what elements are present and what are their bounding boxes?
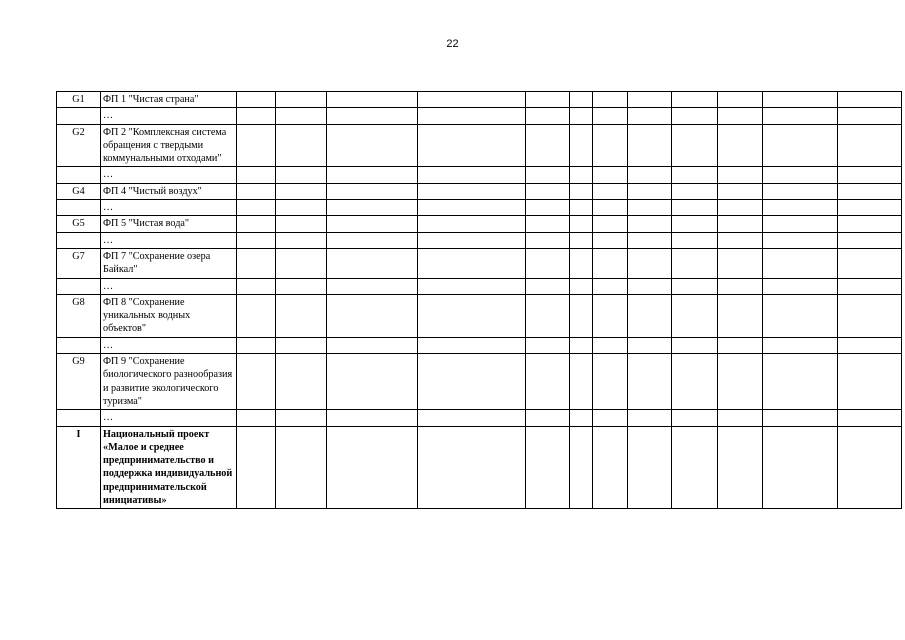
empty-cell	[763, 232, 838, 248]
empty-cell	[672, 232, 718, 248]
empty-cell	[418, 278, 526, 294]
empty-cell	[718, 426, 763, 509]
table-row-continuation	[57, 108, 902, 124]
empty-cell	[526, 232, 570, 248]
empty-cell	[718, 248, 763, 278]
empty-cell	[763, 216, 838, 232]
empty-cell	[418, 183, 526, 199]
empty-cell	[672, 294, 718, 337]
empty-cell	[838, 232, 902, 248]
empty-cell	[237, 410, 276, 426]
empty-cell	[237, 108, 276, 124]
empty-cell	[593, 294, 628, 337]
empty-cell	[526, 354, 570, 410]
empty-cell	[327, 426, 418, 509]
empty-cell	[718, 410, 763, 426]
empty-cell	[237, 124, 276, 167]
empty-cell	[718, 337, 763, 353]
empty-cell	[526, 200, 570, 216]
empty-cell	[327, 183, 418, 199]
empty-cell	[763, 294, 838, 337]
table-row-continuation	[57, 167, 902, 183]
empty-cell	[838, 278, 902, 294]
empty-cell	[718, 278, 763, 294]
empty-cell	[418, 232, 526, 248]
empty-cell	[628, 294, 672, 337]
row-name: ФП 1 "Чистая страна"	[101, 92, 237, 108]
row-code: G7	[57, 248, 101, 278]
empty-cell	[327, 410, 418, 426]
empty-cell	[628, 410, 672, 426]
empty-cell	[237, 278, 276, 294]
empty-cell	[237, 183, 276, 199]
empty-cell	[672, 108, 718, 124]
empty-cell	[718, 294, 763, 337]
empty-cell	[570, 92, 593, 108]
table-row	[57, 294, 902, 337]
empty-cell	[593, 354, 628, 410]
empty-cell	[327, 294, 418, 337]
empty-cell	[418, 200, 526, 216]
empty-cell	[718, 183, 763, 199]
empty-cell	[763, 92, 838, 108]
empty-cell	[838, 410, 902, 426]
empty-cell	[763, 337, 838, 353]
empty-cell	[418, 167, 526, 183]
empty-cell	[763, 278, 838, 294]
empty-cell	[593, 248, 628, 278]
row-name: ФП 8 "Сохранение уникальных водных объектов"	[101, 294, 237, 337]
empty-cell	[718, 354, 763, 410]
table-row-continuation	[57, 278, 902, 294]
row-code	[57, 337, 101, 353]
empty-cell	[276, 183, 327, 199]
empty-cell	[526, 216, 570, 232]
row-code: G1	[57, 92, 101, 108]
empty-cell	[327, 200, 418, 216]
empty-cell	[276, 92, 327, 108]
empty-cell	[276, 167, 327, 183]
empty-cell	[526, 248, 570, 278]
empty-cell	[276, 294, 327, 337]
empty-cell	[570, 232, 593, 248]
empty-cell	[628, 216, 672, 232]
empty-cell	[628, 426, 672, 509]
empty-cell	[237, 426, 276, 509]
empty-cell	[593, 216, 628, 232]
empty-cell	[672, 426, 718, 509]
empty-cell	[593, 200, 628, 216]
row-ellipsis: …	[101, 278, 237, 294]
row-code: G4	[57, 183, 101, 199]
row-code	[57, 410, 101, 426]
empty-cell	[763, 426, 838, 509]
table-row	[57, 248, 902, 278]
empty-cell	[763, 200, 838, 216]
empty-cell	[526, 183, 570, 199]
empty-cell	[593, 426, 628, 509]
row-code: G8	[57, 294, 101, 337]
empty-cell	[526, 426, 570, 509]
empty-cell	[838, 124, 902, 167]
empty-cell	[838, 183, 902, 199]
empty-cell	[570, 410, 593, 426]
table-row	[57, 426, 902, 509]
empty-cell	[593, 124, 628, 167]
empty-cell	[276, 108, 327, 124]
empty-cell	[526, 410, 570, 426]
table-row-continuation	[57, 200, 902, 216]
empty-cell	[838, 216, 902, 232]
empty-cell	[593, 410, 628, 426]
empty-cell	[327, 108, 418, 124]
empty-cell	[276, 278, 327, 294]
empty-cell	[628, 183, 672, 199]
empty-cell	[718, 108, 763, 124]
empty-cell	[593, 183, 628, 199]
empty-cell	[672, 200, 718, 216]
table-body	[57, 92, 902, 509]
empty-cell	[838, 426, 902, 509]
row-code: G2	[57, 124, 101, 167]
empty-cell	[570, 200, 593, 216]
empty-cell	[327, 248, 418, 278]
row-code	[57, 108, 101, 124]
row-name: ФП 7 "Сохранение озера Байкал"	[101, 248, 237, 278]
empty-cell	[718, 124, 763, 167]
row-ellipsis: …	[101, 200, 237, 216]
table-row-continuation	[57, 410, 902, 426]
empty-cell	[418, 426, 526, 509]
row-code	[57, 200, 101, 216]
empty-cell	[628, 278, 672, 294]
table-row	[57, 183, 902, 199]
page-number: 22	[446, 38, 459, 50]
empty-cell	[570, 248, 593, 278]
empty-cell	[628, 108, 672, 124]
row-code	[57, 278, 101, 294]
empty-cell	[570, 337, 593, 353]
empty-cell	[418, 108, 526, 124]
empty-cell	[838, 108, 902, 124]
empty-cell	[327, 337, 418, 353]
empty-cell	[593, 278, 628, 294]
empty-cell	[276, 124, 327, 167]
empty-cell	[628, 167, 672, 183]
empty-cell	[418, 216, 526, 232]
row-name: ФП 2 "Комплексная система обращения с твердыми коммунальными отходами"	[101, 124, 237, 167]
empty-cell	[237, 294, 276, 337]
empty-cell	[570, 216, 593, 232]
empty-cell	[237, 337, 276, 353]
empty-cell	[838, 167, 902, 183]
empty-cell	[628, 124, 672, 167]
empty-cell	[672, 337, 718, 353]
row-name: Национальный проект «Малое и среднее предпринимательство и поддержка индивидуальной предпринимательской инициативы»	[101, 426, 237, 509]
empty-cell	[593, 108, 628, 124]
empty-cell	[672, 92, 718, 108]
empty-cell	[418, 124, 526, 167]
row-ellipsis: …	[101, 337, 237, 353]
empty-cell	[237, 167, 276, 183]
empty-cell	[718, 216, 763, 232]
table-row	[57, 216, 902, 232]
empty-cell	[327, 124, 418, 167]
empty-cell	[570, 108, 593, 124]
empty-cell	[526, 92, 570, 108]
empty-cell	[327, 167, 418, 183]
empty-cell	[418, 410, 526, 426]
empty-cell	[418, 337, 526, 353]
row-ellipsis: …	[101, 108, 237, 124]
empty-cell	[526, 124, 570, 167]
empty-cell	[838, 248, 902, 278]
empty-cell	[628, 232, 672, 248]
empty-cell	[327, 216, 418, 232]
empty-cell	[628, 354, 672, 410]
empty-cell	[570, 167, 593, 183]
projects-table	[56, 91, 902, 509]
empty-cell	[718, 232, 763, 248]
empty-cell	[763, 410, 838, 426]
empty-cell	[526, 278, 570, 294]
empty-cell	[838, 200, 902, 216]
empty-cell	[526, 294, 570, 337]
table-row-continuation	[57, 337, 902, 353]
empty-cell	[838, 354, 902, 410]
empty-cell	[570, 294, 593, 337]
empty-cell	[418, 248, 526, 278]
empty-cell	[763, 354, 838, 410]
empty-cell	[237, 200, 276, 216]
empty-cell	[838, 92, 902, 108]
empty-cell	[593, 232, 628, 248]
empty-cell	[672, 216, 718, 232]
empty-cell	[237, 216, 276, 232]
empty-cell	[763, 108, 838, 124]
empty-cell	[763, 124, 838, 167]
empty-cell	[593, 337, 628, 353]
empty-cell	[327, 278, 418, 294]
empty-cell	[672, 248, 718, 278]
empty-cell	[718, 200, 763, 216]
empty-cell	[672, 278, 718, 294]
empty-cell	[570, 354, 593, 410]
empty-cell	[718, 167, 763, 183]
empty-cell	[672, 167, 718, 183]
empty-cell	[672, 354, 718, 410]
row-name: ФП 4 "Чистый воздух"	[101, 183, 237, 199]
empty-cell	[526, 108, 570, 124]
empty-cell	[526, 337, 570, 353]
empty-cell	[838, 294, 902, 337]
empty-cell	[237, 232, 276, 248]
empty-cell	[628, 92, 672, 108]
empty-cell	[628, 337, 672, 353]
row-code: G5	[57, 216, 101, 232]
row-name: ФП 5 "Чистая вода"	[101, 216, 237, 232]
empty-cell	[276, 354, 327, 410]
empty-cell	[570, 426, 593, 509]
empty-cell	[276, 337, 327, 353]
empty-cell	[672, 124, 718, 167]
empty-cell	[570, 183, 593, 199]
empty-cell	[237, 92, 276, 108]
table-row	[57, 354, 902, 410]
empty-cell	[593, 167, 628, 183]
empty-cell	[418, 92, 526, 108]
empty-cell	[718, 92, 763, 108]
empty-cell	[327, 354, 418, 410]
table-row	[57, 92, 902, 108]
row-code	[57, 167, 101, 183]
empty-cell	[672, 410, 718, 426]
empty-cell	[570, 124, 593, 167]
empty-cell	[327, 232, 418, 248]
empty-cell	[276, 200, 327, 216]
empty-cell	[418, 354, 526, 410]
empty-cell	[628, 248, 672, 278]
empty-cell	[763, 248, 838, 278]
empty-cell	[838, 337, 902, 353]
row-ellipsis: …	[101, 232, 237, 248]
empty-cell	[237, 354, 276, 410]
empty-cell	[276, 410, 327, 426]
row-ellipsis: …	[101, 410, 237, 426]
empty-cell	[276, 216, 327, 232]
empty-cell	[276, 426, 327, 509]
row-code: I	[57, 426, 101, 509]
empty-cell	[672, 183, 718, 199]
empty-cell	[593, 92, 628, 108]
empty-cell	[763, 183, 838, 199]
empty-cell	[327, 92, 418, 108]
empty-cell	[763, 167, 838, 183]
row-name: ФП 9 "Сохранение биологического разнообразия и развитие экологического туризма"	[101, 354, 237, 410]
row-code	[57, 232, 101, 248]
empty-cell	[628, 200, 672, 216]
empty-cell	[418, 294, 526, 337]
empty-cell	[276, 248, 327, 278]
row-ellipsis: …	[101, 167, 237, 183]
row-code: G9	[57, 354, 101, 410]
table-row-continuation	[57, 232, 902, 248]
empty-cell	[570, 278, 593, 294]
table-row	[57, 124, 902, 167]
empty-cell	[526, 167, 570, 183]
empty-cell	[237, 248, 276, 278]
empty-cell	[276, 232, 327, 248]
